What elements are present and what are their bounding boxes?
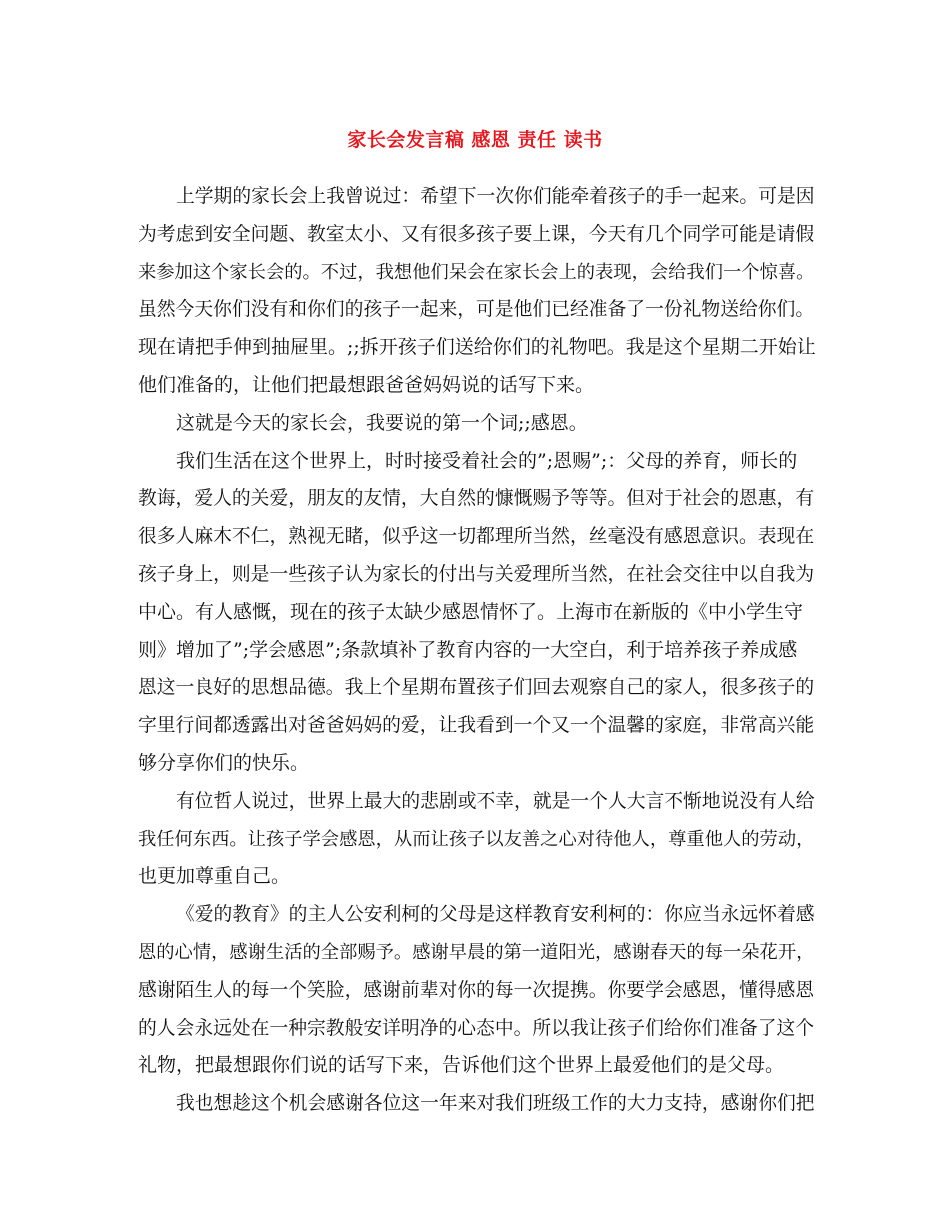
paragraph-line: 上学期的家长会上我曾说过：希望下一次你们能牵着孩子的手一起来。可是因 bbox=[176, 186, 815, 207]
paragraph-line: 现在请把手伸到抽屉里。;;拆开孩子们送给你们的礼物吧。我是这个星期二开始让 bbox=[138, 336, 816, 359]
paragraph bbox=[138, 1085, 818, 1123]
paragraph-line: 够分享你们的快乐。 bbox=[138, 751, 310, 774]
paragraph-line: 礼物，把最想跟你们说的话写下来，告诉他们这个世界上最爱他们的是父母。 bbox=[138, 1054, 785, 1077]
paragraph bbox=[138, 405, 818, 443]
paragraph-line: 字里行间都透露出对爸爸妈妈的爱，让我看到一个又一个温馨的家庭，非常高兴能 bbox=[138, 715, 815, 737]
paragraph-line: 他们准备的，让他们把最想跟爸爸妈妈说的话写下来。 bbox=[138, 373, 595, 396]
paragraph-line: 则》增加了”;学会感恩”;条款填补了教育内容的一大空白，利于培养孩子养成感 bbox=[138, 638, 798, 661]
paragraph-line: 虽然今天你们没有和你们的孩子一起来，可是他们已经准备了一份礼物送给你们。 bbox=[138, 299, 815, 321]
paragraph bbox=[138, 178, 818, 405]
document-title: 家长会发言稿 感恩 责任 读书 bbox=[347, 129, 603, 151]
paragraph-line: 我任何东西。让孩子学会感恩，从而让孩子以友善之心对待他人，尊重他人的劳动， bbox=[138, 828, 815, 850]
paragraph-line: 来参加这个家长会的。不过，我想他们呆会在家长会上的表现，会给我们一个惊喜。 bbox=[138, 261, 815, 283]
paragraph-line: 教诲，爱人的关爱，朋友的友情，大自然的慷慨赐予等等。但对于社会的恩惠，有 bbox=[138, 488, 815, 510]
paragraph-line: 感谢陌生人的每一个笑脸，感谢前辈对你的每一次提携。你要学会感恩，懂得感恩 bbox=[138, 979, 815, 1001]
paragraph bbox=[138, 443, 818, 783]
paragraph-line: 为考虑到安全问题、教室太小、又有很多孩子要上课，今天有几个同学可能是请假 bbox=[138, 223, 815, 245]
paragraph-line: 的人会永远处在一种宗教般安详明净的心态中。所以我让孩子们给你们准备了这个 bbox=[138, 1017, 815, 1039]
paragraph-line: 这就是今天的家长会，我要说的第一个词;;感恩。 bbox=[176, 411, 588, 434]
paragraph-line: 我也想趁这个机会感谢各位这一年来对我们班级工作的大力支持，感谢你们把 bbox=[176, 1093, 815, 1115]
paragraph-line: 很多人麻木不仁，熟视无睹，似乎这一切都理所当然，丝毫没有感恩意识。表现在 bbox=[138, 526, 815, 548]
paragraph-line: 中心。有人感慨，现在的孩子太缺少感恩情怀了。上海市在新版的《中小学生守 bbox=[138, 600, 804, 623]
paragraph-line: 恩的心情，感谢生活的全部赐予。感谢早晨的第一道阳光，感谢春天的每一朵花开， bbox=[138, 941, 815, 963]
paragraph-line: 恩这一良好的思想品德。我上个星期布置孩子们回去观察自己的家人，很多孩子的 bbox=[138, 677, 815, 699]
paragraph-line: 也更加尊重自己。 bbox=[138, 865, 291, 888]
document-body bbox=[138, 178, 818, 1123]
paragraph-line: 我们生活在这个世界上，时时接受着社会的”;恩赐”;：父母的养育，师长的 bbox=[176, 449, 798, 472]
paragraph-line: 《爱的教育》的主人公安利柯的父母是这样教育安利柯的：你应当永远怀着感 bbox=[176, 904, 815, 926]
paragraph-line: 孩子身上，则是一些孩子认为家长的付出与关爱理所当然，在社会交往中以自我为 bbox=[138, 563, 815, 585]
paragraph bbox=[138, 783, 818, 896]
paragraph bbox=[138, 896, 818, 1085]
paragraph-line: 有位哲人说过，世界上最大的悲剧或不幸，就是一个人大言不惭地说没有人给 bbox=[176, 790, 815, 812]
